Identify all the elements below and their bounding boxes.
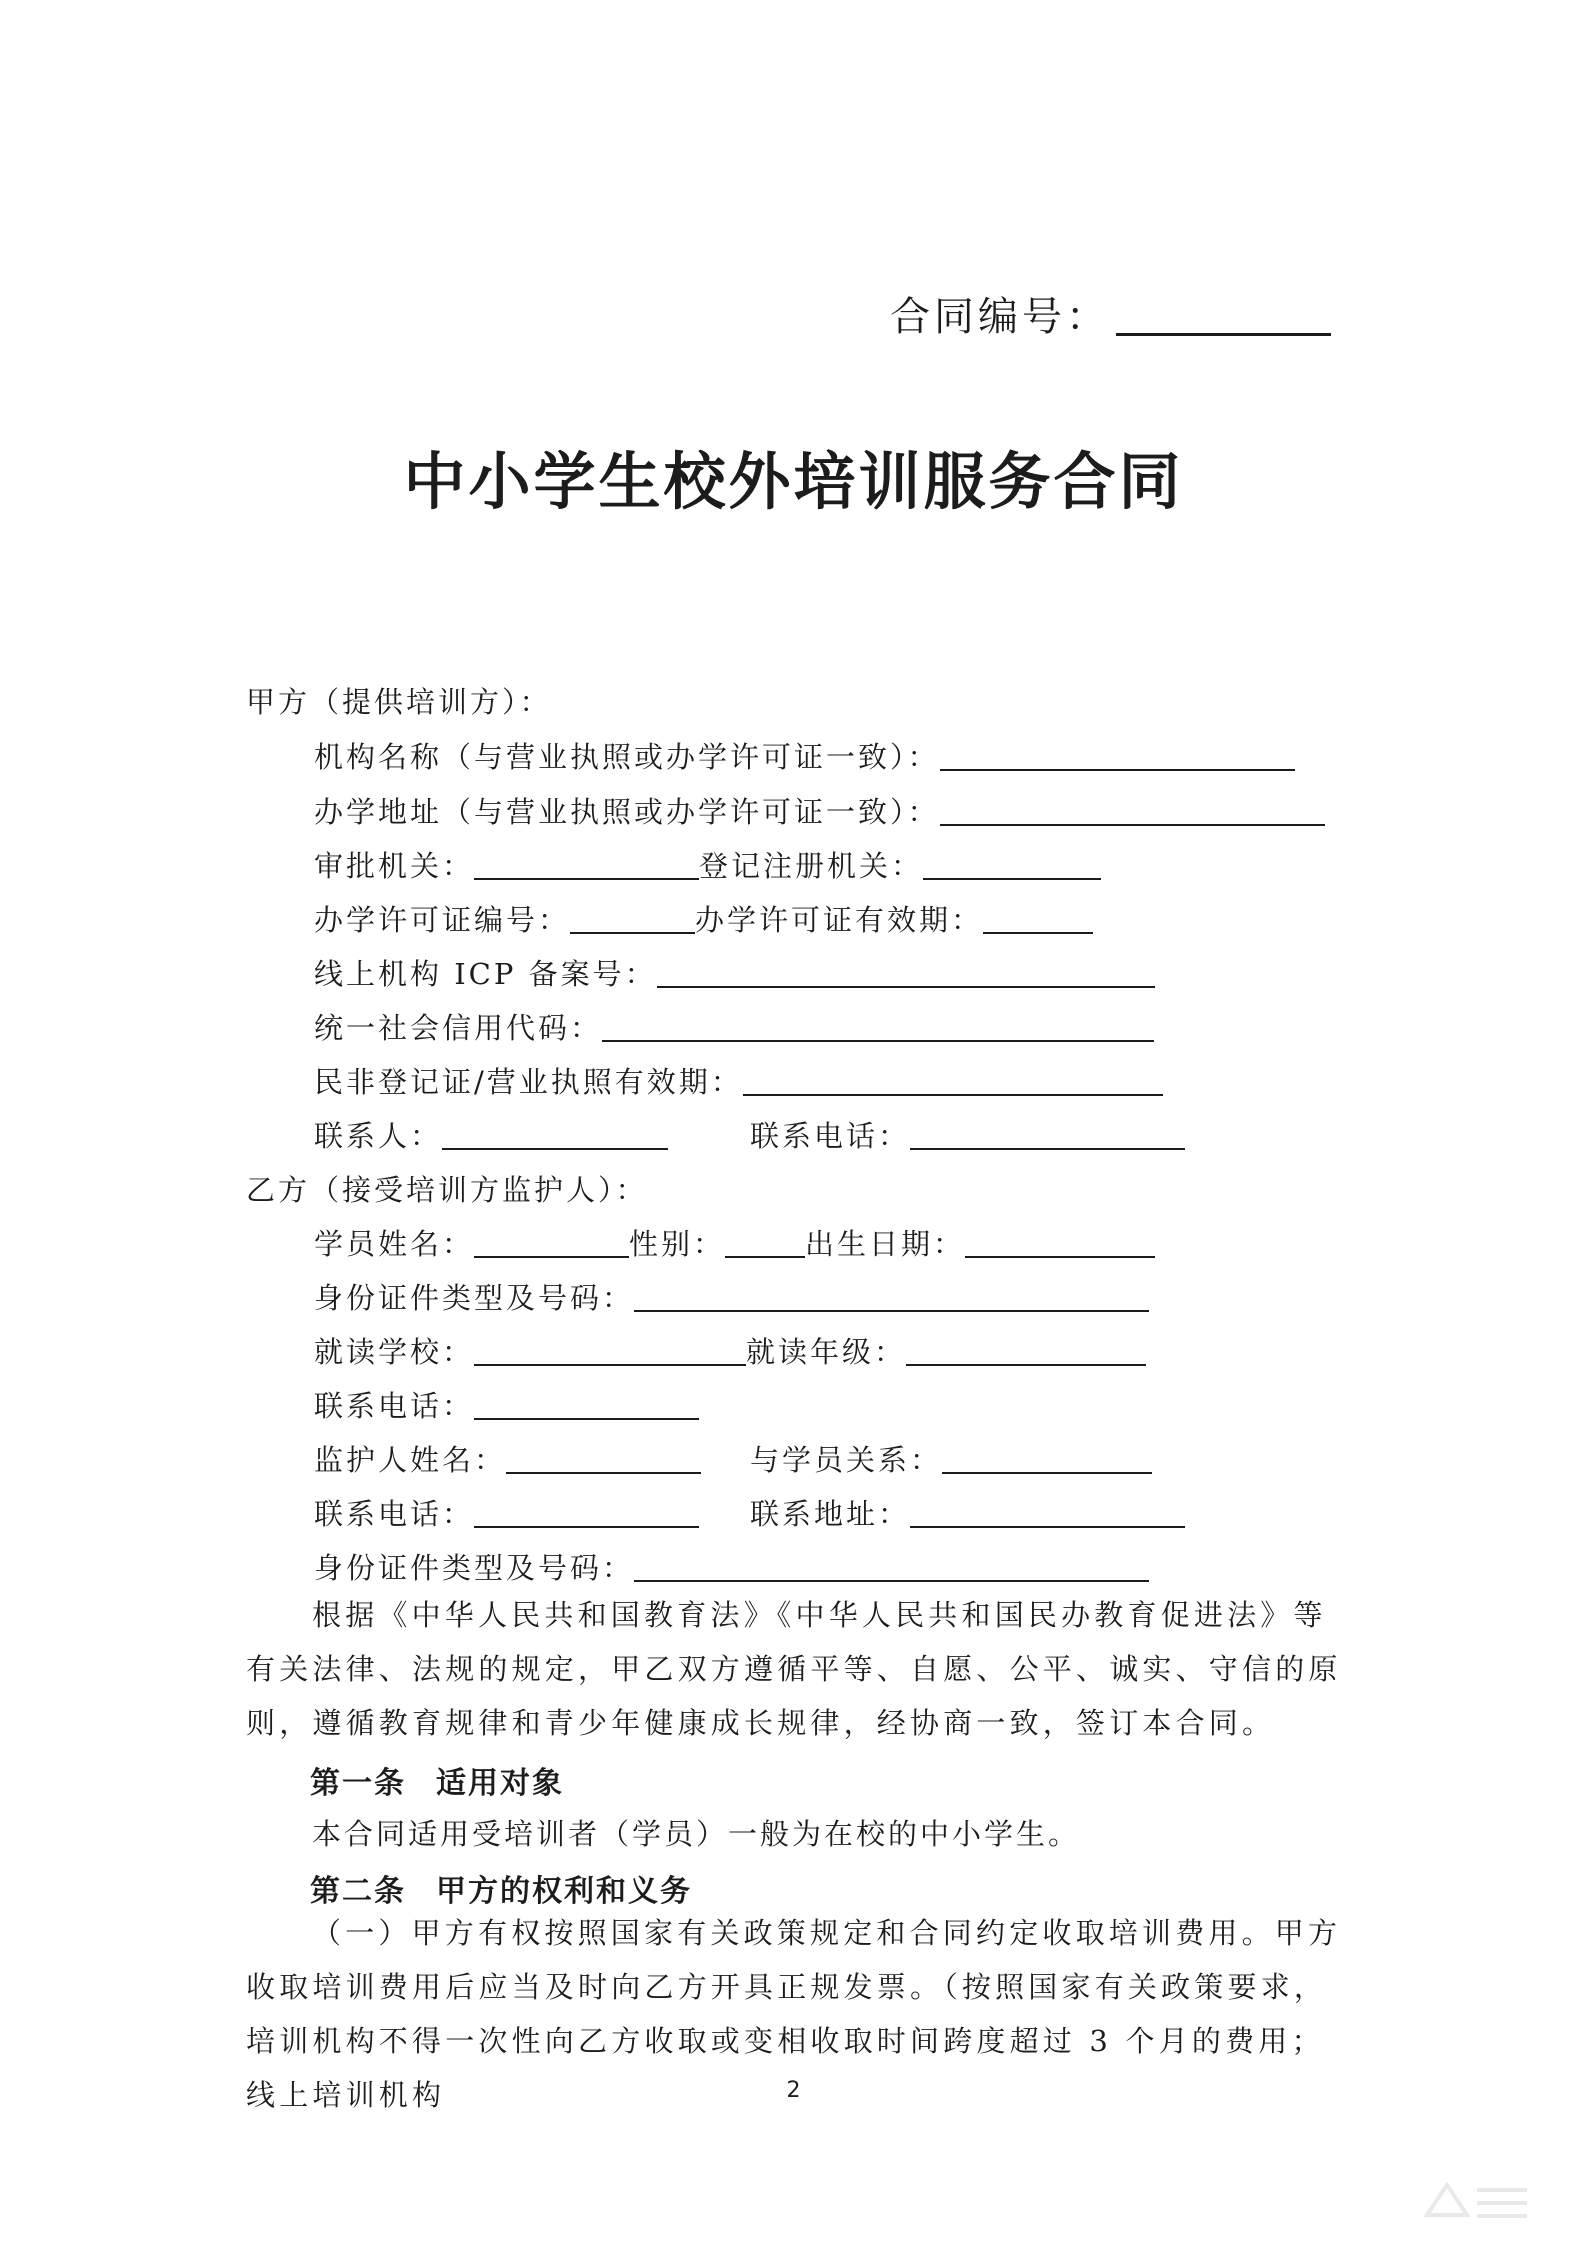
icp-row	[314, 952, 1155, 993]
registration-label: 登记注册机关：	[699, 849, 924, 883]
approval-field[interactable]	[474, 852, 699, 880]
icp-label: 线上机构 ICP 备案号：	[314, 957, 657, 991]
contract-number	[890, 285, 1331, 342]
credit-code-row	[314, 1006, 1154, 1047]
student-phone-label: 联系电话：	[314, 1389, 475, 1423]
guardian-address-label: 联系地址：	[750, 1497, 911, 1531]
guardian-phone-row	[314, 1492, 699, 1533]
approval-label: 审批机关：	[314, 849, 475, 883]
relation-label: 与学员关系：	[750, 1443, 943, 1477]
contact-row	[314, 1114, 668, 1155]
school-field[interactable]	[474, 1338, 746, 1366]
org-name-field[interactable]	[940, 743, 1295, 771]
party-a-phone-field[interactable]	[910, 1122, 1185, 1150]
guardian-phone-label: 联系电话：	[314, 1497, 475, 1531]
relation-field[interactable]	[942, 1446, 1152, 1474]
cert-valid-row	[314, 1060, 1163, 1101]
registration-field[interactable]	[923, 852, 1101, 880]
address-row	[314, 790, 1325, 831]
id-type-label: 身份证件类型及号码：	[314, 1281, 635, 1315]
license-valid-label: 办学许可证有效期：	[695, 903, 984, 937]
school-label: 就读学校：	[314, 1335, 475, 1369]
student-name-field[interactable]	[474, 1230, 629, 1258]
student-row	[314, 1222, 1155, 1263]
page-number: 2	[786, 2078, 801, 2103]
contract-number-field[interactable]	[1116, 307, 1331, 336]
article1-text: 本合同适用受培训者（学员）一般为在校的中小学生。	[312, 1817, 1081, 1851]
student-phone-row	[314, 1384, 699, 1425]
article2-paragraph: （一）甲方有权按照国家有关政策规定和合同约定收取培训费用。甲方收取培训费用后应当及时向乙方开具正规发票。（按照国家有关政策要求，培训机构不得一次性向乙方收取或变相收取时间跨度超过 3 个月的费用；线上培训机构	[246, 1916, 1342, 2112]
article1-title: 适用对象	[436, 1766, 564, 1801]
guardian-name-field[interactable]	[506, 1446, 701, 1474]
guardian-name-row	[314, 1438, 701, 1479]
credit-code-label: 统一社会信用代码：	[314, 1011, 603, 1045]
party-a-phone-row	[750, 1114, 1185, 1155]
guardian-phone-field[interactable]	[474, 1500, 699, 1528]
relation-row	[750, 1438, 1152, 1479]
guardian-address-field[interactable]	[910, 1500, 1185, 1528]
license-no-field[interactable]	[570, 906, 695, 934]
party-b-heading: 乙方（接受培训方监护人）：	[246, 1173, 648, 1207]
license-row	[314, 898, 1093, 939]
gender-field[interactable]	[725, 1230, 805, 1258]
grade-field[interactable]	[906, 1338, 1146, 1366]
contact-label: 联系人：	[314, 1119, 443, 1153]
license-valid-field[interactable]	[983, 906, 1093, 934]
guardian-id-label: 身份证件类型及号码：	[314, 1551, 635, 1585]
address-field[interactable]	[940, 798, 1325, 826]
id-type-field[interactable]	[634, 1284, 1149, 1312]
watermark-logo-icon	[1417, 2175, 1547, 2225]
credit-code-field[interactable]	[602, 1014, 1154, 1042]
address-label: 办学地址（与营业执照或办学许可证一致）：	[314, 795, 940, 829]
contact-field[interactable]	[442, 1122, 668, 1150]
article2-heading	[310, 1866, 692, 1910]
guardian-id-field[interactable]	[634, 1554, 1149, 1582]
party-a-phone-label: 联系电话：	[750, 1119, 911, 1153]
preamble-paragraph: 根据《中华人民共和国教育法》《中华人民共和国民办教育促进法》等有关法律、法规的规定，甲乙双方遵循平等、自愿、公平、诚实、守信的原则，遵循教育规律和青少年健康成长规律，经协商一致，签订本合同。	[246, 1598, 1342, 1740]
article2-number: 第二条	[310, 1874, 406, 1909]
icp-field[interactable]	[657, 960, 1155, 988]
contract-number-label: 合同编号：	[890, 294, 1110, 340]
school-row	[314, 1330, 1146, 1371]
article1-number: 第一条	[310, 1766, 406, 1801]
party-a-heading: 甲方（提供培训方）：	[246, 685, 552, 719]
birth-field[interactable]	[965, 1230, 1155, 1258]
license-no-label: 办学许可证编号：	[314, 903, 571, 937]
document-title: 中小学生校外培训服务合同	[403, 445, 1184, 518]
article1-heading	[310, 1758, 564, 1802]
guardian-id-row	[314, 1546, 1149, 1587]
birth-label: 出生日期：	[805, 1227, 966, 1261]
grade-label: 就读年级：	[746, 1335, 907, 1369]
guardian-address-row	[750, 1492, 1185, 1533]
student-phone-field[interactable]	[474, 1392, 699, 1420]
cert-valid-label: 民非登记证/营业执照有效期：	[314, 1065, 743, 1099]
org-name-row	[314, 735, 1295, 776]
gender-label: 性别：	[629, 1227, 726, 1261]
cert-valid-field[interactable]	[743, 1068, 1163, 1096]
approval-row	[314, 844, 1101, 885]
article2-title: 甲方的权利和义务	[436, 1874, 692, 1909]
guardian-name-label: 监护人姓名：	[314, 1443, 507, 1477]
org-name-label: 机构名称（与营业执照或办学许可证一致）：	[314, 740, 940, 774]
student-name-label: 学员姓名：	[314, 1227, 475, 1261]
id-type-row	[314, 1276, 1149, 1317]
